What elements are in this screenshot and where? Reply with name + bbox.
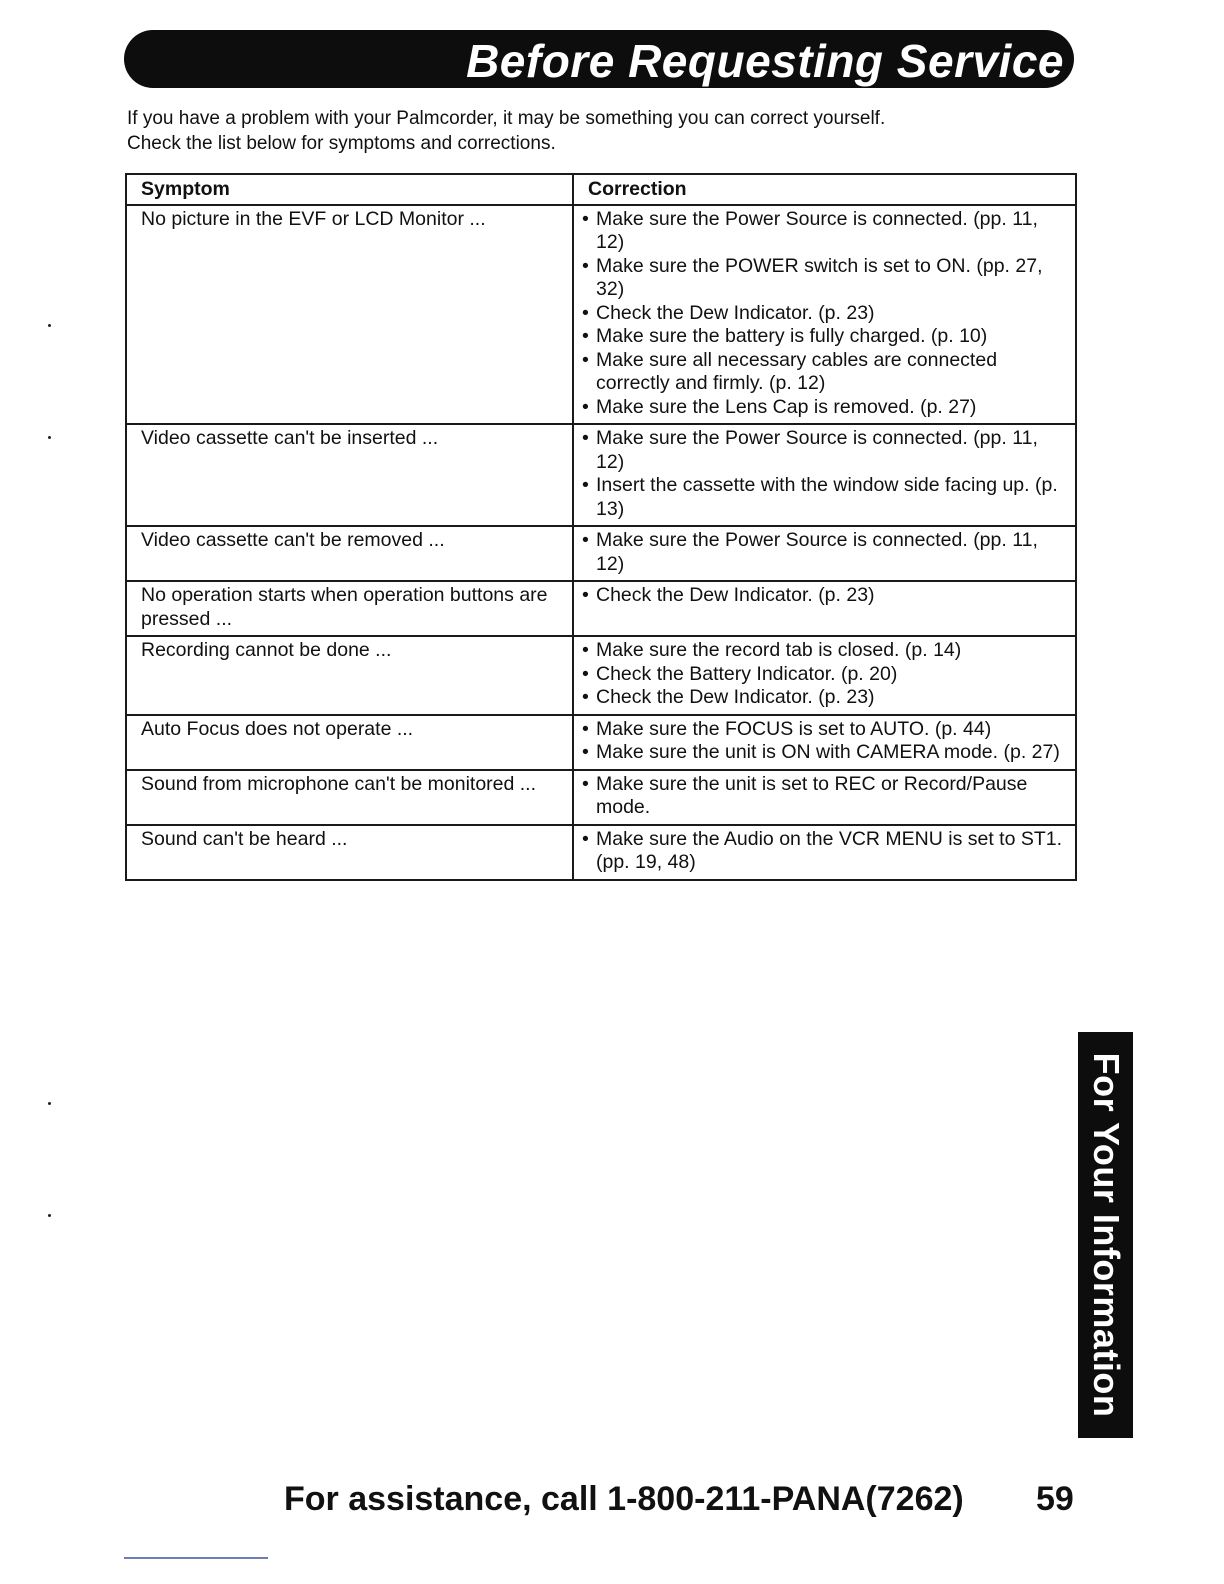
correction-item: • Make sure the unit is ON with CAMERA mode. (p. 27) [580,741,1067,765]
correction-item: • Make sure the record tab is closed. (p. 14) [580,639,1067,663]
correction-list [580,718,1067,765]
correction-item: • Check the Battery Indicator. (p. 20) [580,663,1067,687]
side-tab-label: For Your Information [1085,1052,1127,1418]
correction-item: • Make sure the battery is fully charged. (p. 10) [580,325,1067,349]
correction-list [580,427,1067,521]
correction-cell [573,424,1076,526]
troubleshooting-table [125,173,1077,881]
correction-item: • Make sure the Audio on the VCR MENU is set to ST1. (pp. 19, 48) [580,828,1067,875]
table-header-row [126,174,1076,205]
page-title: Before Requesting Service [466,35,1064,87]
page-number: 59 [1036,1480,1074,1518]
scan-speck [48,1214,51,1217]
correction-item: • Make sure the FOCUS is set to AUTO. (p. 44) [580,718,1067,742]
section-title-bar [124,30,1074,88]
table-row [126,205,1076,425]
symptom-cell: Video cassette can't be removed ... [126,526,573,581]
correction-item: • Check the Dew Indicator. (p. 23) [580,584,1067,608]
table-row [126,825,1076,880]
scan-speck [48,436,51,439]
scan-speck [48,324,51,327]
correction-item: • Make sure the POWER switch is set to ON. (pp. 27, 32) [580,255,1067,302]
symptom-cell: Sound from microphone can't be monitored ... [126,770,573,825]
correction-cell [573,636,1076,715]
correction-item: • Check the Dew Indicator. (p. 23) [580,686,1067,710]
correction-list [580,208,1067,420]
symptom-cell: No operation starts when operation buttons are pressed ... [126,581,573,636]
table-row [126,526,1076,581]
symptom-cell: No picture in the EVF or LCD Monitor ... [126,205,573,425]
correction-item: • Check the Dew Indicator. (p. 23) [580,302,1067,326]
correction-cell [573,581,1076,636]
correction-item: • Make sure the Power Source is connected. (pp. 11, 12) [580,529,1067,576]
correction-item: • Make sure all necessary cables are connected correctly and firmly. (p. 12) [580,349,1067,396]
table-row [126,770,1076,825]
symptom-cell: Sound can't be heard ... [126,825,573,880]
correction-item: • Insert the cassette with the window side facing up. (p. 13) [580,474,1067,521]
intro-paragraph [127,106,1027,156]
table-row [126,581,1076,636]
correction-list [580,639,1067,710]
correction-list [580,584,1067,608]
symptom-cell: Recording cannot be done ... [126,636,573,715]
correction-cell [573,205,1076,425]
table-row [126,715,1076,770]
table-body [126,205,1076,880]
symptom-column-header: Symptom [126,174,573,205]
correction-cell [573,770,1076,825]
assistance-footer: For assistance, call 1-800-211-PANA(7262) [284,1480,964,1518]
correction-item: • Make sure the Power Source is connected. (pp. 11, 12) [580,427,1067,474]
correction-list [580,773,1067,820]
symptom-cell: Video cassette can't be inserted ... [126,424,573,526]
scan-speck [48,1102,51,1105]
table-row [126,424,1076,526]
correction-column-header: Correction [573,174,1076,205]
correction-cell [573,526,1076,581]
correction-item: • Make sure the Lens Cap is removed. (p. 27) [580,396,1067,420]
table-row [126,636,1076,715]
correction-list [580,828,1067,875]
intro-line-2: Check the list below for symptoms and corrections. [127,133,556,154]
bottom-divider [124,1557,268,1559]
correction-item: • Make sure the unit is set to REC or Record/Pause mode. [580,773,1067,820]
correction-list [580,529,1067,576]
intro-line-1: If you have a problem with your Palmcorder, it may be something you can correct yourself. [127,108,886,129]
symptom-cell: Auto Focus does not operate ... [126,715,573,770]
correction-item: • Make sure the Power Source is connected. (pp. 11, 12) [580,208,1067,255]
side-section-tab [1078,1032,1133,1438]
correction-cell [573,715,1076,770]
correction-cell [573,825,1076,880]
